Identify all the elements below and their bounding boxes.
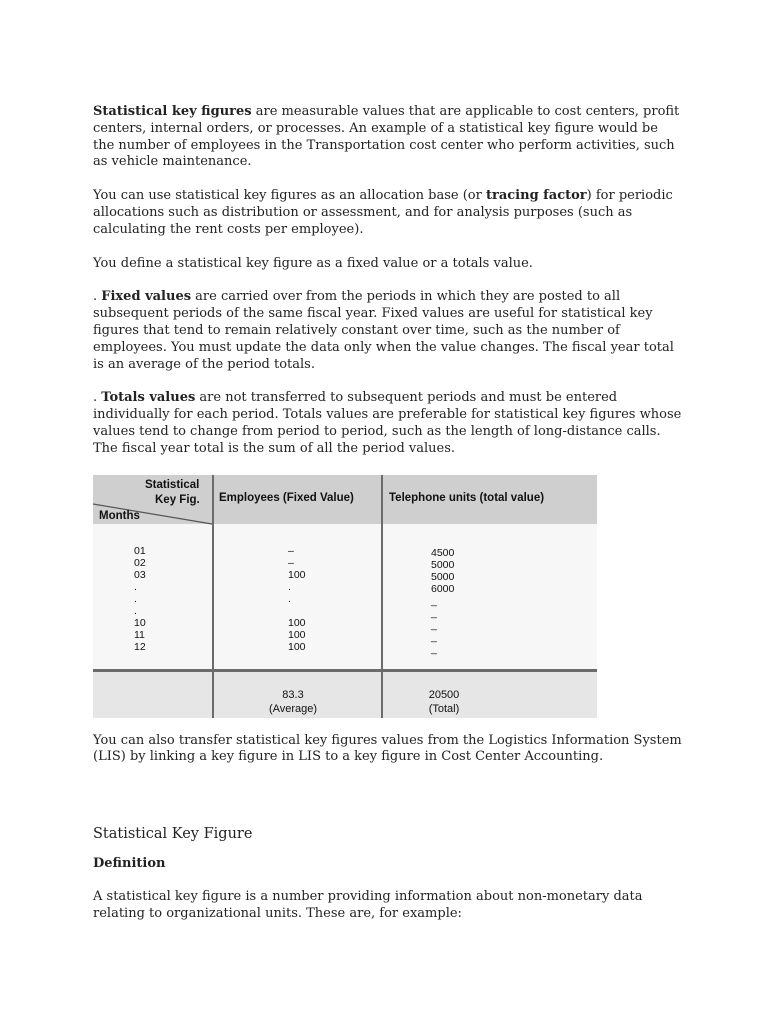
term-totals-values: Totals values: [101, 390, 196, 406]
paragraph-define: You define a statistical key figure as a fixed value or a totals value.: [93, 255, 533, 271]
corner-label-statistical: Statistical: [145, 478, 200, 491]
telephone-total: 20500: [428, 688, 460, 701]
telephone-cell: _: [431, 594, 437, 607]
month-cell: .: [134, 592, 137, 605]
employees-total: 83.3: [282, 688, 304, 701]
corner-label-key-fig: Key Fig.: [155, 493, 200, 506]
month-cell: 03: [134, 568, 146, 581]
employees-cell: 100: [288, 616, 306, 629]
month-cell: 02: [134, 556, 146, 569]
paragraph-totals-values: . Totals values are not transferred to subsequent periods and must be entered individually for each period. Totals values are preferable for statistical key figures whose values tend to change from period to period, such as the length of long-distance calls. The fiscal year total is the sum of all the period values.: [93, 390, 682, 456]
telephone-cell: _: [431, 606, 437, 619]
telephone-total-label: (Total): [428, 702, 460, 715]
employees-total-label: (Average): [268, 702, 318, 715]
key-figure-table: [93, 475, 597, 718]
employees-cell: .: [288, 580, 291, 593]
employees-cell: 100: [288, 568, 306, 581]
paragraph-definition: A statistical key figure is a number providing information about non-monetary data relating to organizational units. These are, for example:: [93, 889, 643, 921]
month-cell: 11: [134, 628, 145, 641]
month-cell: .: [134, 604, 137, 617]
paragraph-lis-transfer: You can also transfer statistical key figures values from the Logistics Information System (LIS) by linking a key figure in LIS to a key figure in Cost Center Accounting.: [93, 732, 682, 765]
employees-cell: –: [288, 556, 294, 569]
employees-cell: 100: [288, 640, 306, 653]
table-body: [93, 524, 597, 669]
telephone-column: [431, 547, 454, 655]
document-page: [93, 104, 683, 940]
corner-label-months: Months: [99, 509, 140, 522]
term-tracing-factor: tracing factor: [485, 188, 587, 204]
definition-heading: Definition: [93, 856, 166, 872]
section-heading: Statistical Key Figure: [93, 826, 253, 843]
employees-cell: .: [288, 592, 291, 605]
paragraph-intro: Statistical key figures are measurable values that are applicable to cost centers, profit centers, internal orders, or processes. An example of a statistical key figure would be the number of employees in the Transportation cost center who perform activities, such as vehicle maintenance.: [93, 104, 680, 170]
telephone-cell: 5000: [431, 570, 455, 583]
months-column: [134, 545, 146, 653]
employees-cell: –: [288, 544, 294, 557]
telephone-cell: 4500: [431, 546, 455, 559]
month-cell: 01: [134, 544, 146, 557]
employees-column: [288, 545, 306, 653]
employees-cell: 100: [288, 628, 306, 641]
month-cell: .: [134, 580, 137, 593]
telephone-cell: _: [431, 642, 437, 655]
employees-cell: [288, 605, 306, 617]
paragraph-fixed-values: . Fixed values are carried over from the periods in which they are posted to all subsequent periods of the same fiscal year. Fixed values are useful for statistical key figures that tend to remain relatively constant over time, such as the number of employees. You must update the data only when the value changes. The fiscal year total is an average of the period totals.: [93, 289, 674, 372]
term-fixed-values: Fixed values: [101, 289, 192, 305]
column-divider-2: [381, 475, 383, 718]
telephone-cell: 5000: [431, 558, 455, 571]
telephone-cell: _: [431, 630, 437, 643]
month-cell: 10: [134, 616, 146, 629]
telephone-cell: 6000: [431, 582, 455, 595]
term-statistical-key-figures: Statistical key figures: [93, 104, 252, 119]
header-telephone-units: Telephone units (total value): [389, 491, 545, 504]
header-employees: Employees (Fixed Value): [219, 491, 354, 504]
table-footer-row: [93, 672, 597, 718]
telephone-cell: _: [431, 618, 437, 631]
paragraph-allocation: You can use statistical key figures as an allocation base (or tracing factor) for periodic allocations such as distribution or assessment, and for analysis purposes (such as calculating the rent costs per employee).: [93, 188, 673, 237]
month-cell: 12: [134, 640, 146, 653]
